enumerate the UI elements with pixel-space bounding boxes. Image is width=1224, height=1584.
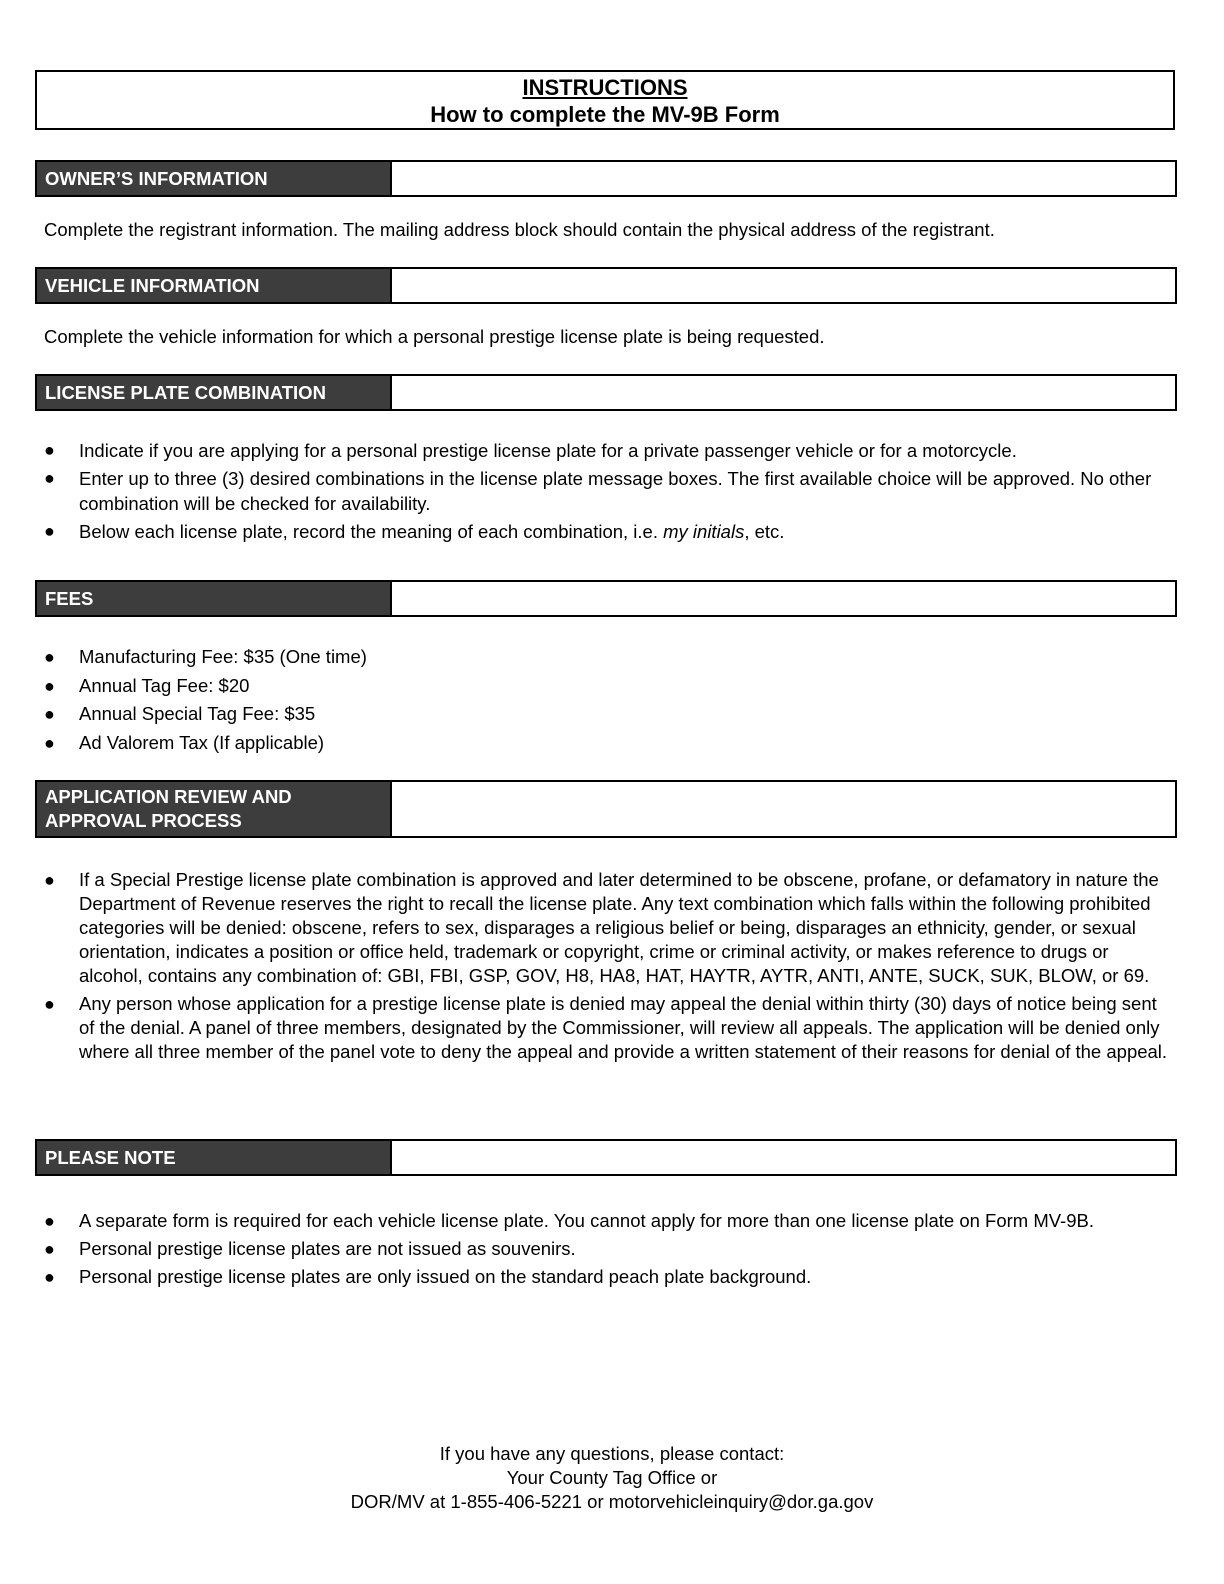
header-blank — [392, 582, 1175, 615]
fees-header-label: FEES — [37, 582, 392, 615]
owner-text: Complete the registrant information. The mailing address block should contain the physical address of the registrant. — [44, 219, 995, 240]
header-blank — [392, 162, 1175, 195]
owner-section-header — [35, 160, 1177, 197]
header-blank — [392, 376, 1175, 409]
title-box — [35, 70, 1175, 130]
emphasis-text: my initials — [663, 520, 745, 542]
list-item: ● Annual Special Tag Fee: $35 — [44, 703, 316, 724]
vehicle-text: Complete the vehicle information for which a personal prestige license plate is being requested. — [44, 326, 825, 347]
review-header-line2: APPROVAL PROCESS — [45, 810, 242, 831]
plate-section-header — [35, 374, 1177, 411]
list-item: ● Enter up to three (3) desired combinations in the license plate message boxes. The first available choice will be approved. No other combination will be checked for availability. — [44, 467, 1152, 514]
list-item: ● Personal prestige license plates are not issued as souvenirs. — [44, 1238, 576, 1259]
vehicle-section-header — [35, 267, 1177, 304]
review-header-label — [37, 782, 392, 836]
owner-header-label: OWNER’S INFORMATION — [37, 162, 392, 195]
list-item: ● Any person whose application for a prestige license plate is denied may appeal the denial within thirty (30) days of notice being sent of the denial. A panel of three members, designated by the Commissioner, will review all appeals. The application will be denied only where all three member of the panel vote to deny the appeal and provide a written statement of their reasons for denial of the appeal. — [44, 993, 1168, 1062]
list-item: ● Manufacturing Fee: $35 (One time) — [44, 646, 367, 667]
note-header-label: PLEASE NOTE — [37, 1141, 392, 1174]
note-bullet-list — [44, 1207, 1176, 1291]
vehicle-header-label: VEHICLE INFORMATION — [37, 269, 392, 302]
footer-line2: Your County Tag Office or — [506, 1467, 718, 1488]
review-bullet-list — [44, 868, 1176, 1064]
header-blank — [392, 782, 1175, 836]
footer-line3: DOR/MV at 1-855-406-5221 or motorvehicleinquiry@dor.ga.gov — [350, 1491, 874, 1512]
instructions-heading: INSTRUCTIONS — [522, 75, 688, 100]
list-item: ● If a Special Prestige license plate combination is approved and later determined to be obscene, profane, or defamatory in nature the Department of Revenue reserves the right to recall the license plate. Any text combination which falls within the following prohibited categories will be denied: obscene, refers to sex, disparages a religious belief or being, disparages an ethnicity, gender, or sexual orientation, indicates a position or office held, trademark or copyright, crime or criminal activity, or makes reference to drugs or alcohol, contains any combination of: GBI, FBI, GSP, GOV, H8, HA8, HAT, HAYTR, AYTR, ANTI, ANTE, SUCK, SUK, BLOW, or 69. — [44, 869, 1159, 986]
list-item: ● Personal prestige license plates are only issued on the standard peach plate background. — [44, 1266, 812, 1287]
plate-header-label: LICENSE PLATE COMBINATION — [37, 376, 392, 409]
list-item: ● Below each license plate, record the meaning of each combination, i.e. my initials, etc. — [44, 520, 785, 542]
review-header-line1: APPLICATION REVIEW AND — [45, 786, 292, 807]
fees-bullet-list — [44, 643, 1176, 757]
plate-bullet-list — [44, 438, 1176, 544]
review-section-header — [35, 780, 1177, 838]
form-title: How to complete the MV-9B Form — [430, 102, 780, 127]
list-item: ● Ad Valorem Tax (If applicable) — [44, 731, 325, 753]
note-section-header — [35, 1139, 1177, 1176]
footer-line1: If you have any questions, please contact: — [439, 1443, 785, 1464]
fees-section-header — [35, 580, 1177, 617]
header-blank — [392, 269, 1175, 302]
list-item: ● A separate form is required for each vehicle license plate. You cannot apply for more than one license plate on Form MV-9B. — [44, 1210, 1094, 1231]
list-item: ● Annual Tag Fee: $20 — [44, 674, 250, 696]
contact-footer — [0, 1442, 1224, 1514]
header-blank — [392, 1141, 1175, 1174]
list-item: ● Indicate if you are applying for a personal prestige license plate for a private passenger vehicle or for a motorcycle. — [44, 440, 1017, 461]
